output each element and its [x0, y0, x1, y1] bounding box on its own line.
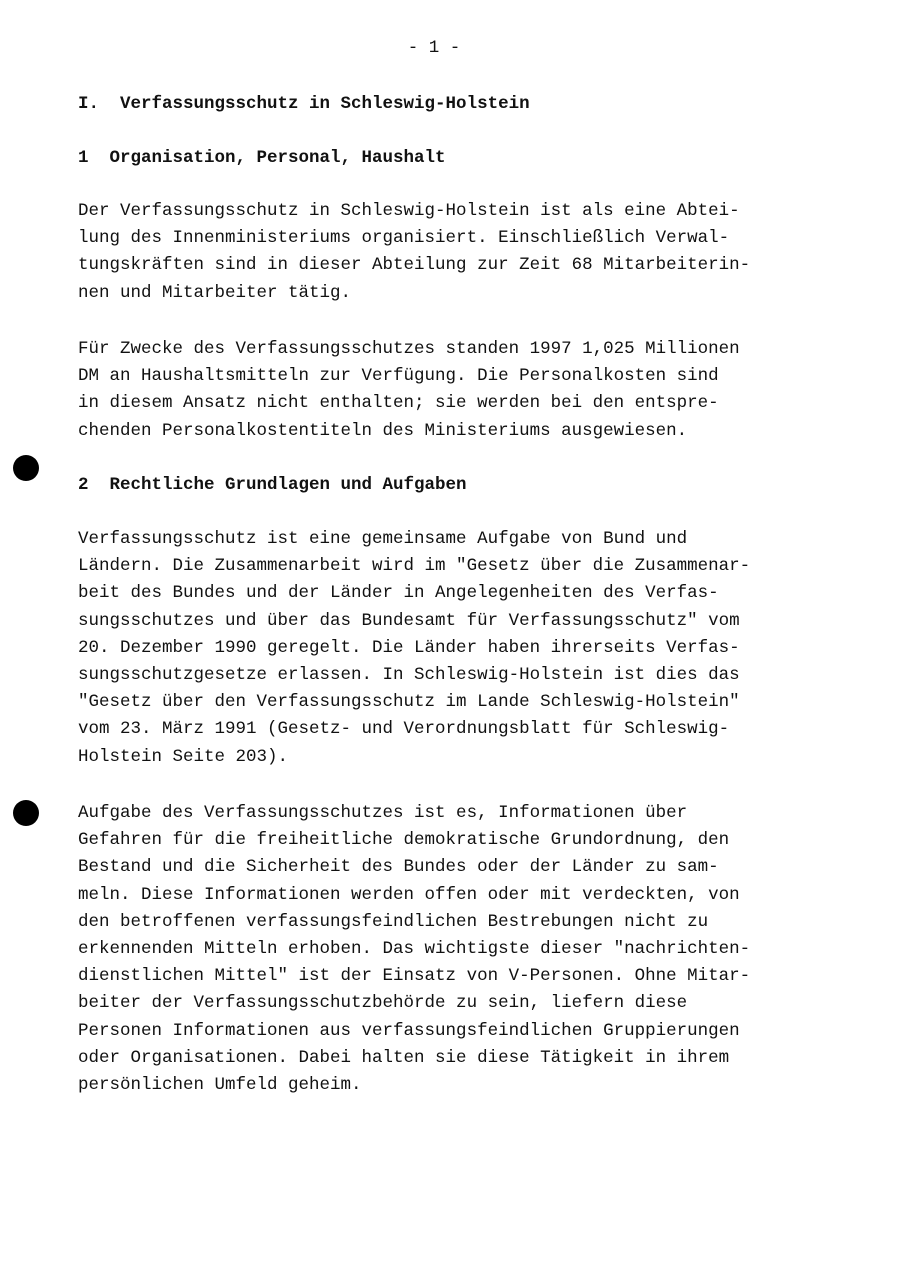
- text-line: beiter der Verfassungsschutzbehörde zu sein, liefern diese: [78, 993, 688, 1014]
- text-line: beit des Bundes und der Länder in Angelegenheiten des Verfas-: [78, 583, 719, 604]
- text-line: Für Zwecke des Verfassungsschutzes standen 1997 1,025 Millionen: [78, 339, 740, 359]
- text-line: Der Verfassungsschutz in Schleswig-Holstein ist als eine Abtei-: [78, 201, 740, 221]
- text-line: oder Organisationen. Dabei halten sie diese Tätigkeit in ihrem: [78, 1047, 730, 1068]
- paragraph: [78, 336, 838, 445]
- text-line: vom 23. März 1991 (Gesetz- und Verordnungsblatt für Schleswig-: [78, 719, 730, 740]
- text-line: den betroffenen verfassungsfeindlichen Bestrebungen nicht zu: [78, 911, 709, 932]
- text-line: Aufgabe des Verfassungsschutzes ist es, Informationen über: [78, 803, 688, 823]
- text-line: Personen Informationen aus verfassungsfeindlichen Gruppierungen: [78, 1020, 740, 1041]
- text-line: "Gesetz über den Verfassungsschutz im Lande Schleswig-Holstein": [78, 692, 740, 713]
- text-line: lung des Innenministeriums organisiert. Einschließlich Verwal-: [78, 228, 730, 249]
- page-number: - 1 -: [407, 38, 461, 58]
- text-line: Gefahren für die freiheitliche demokratische Grundordnung, den: [78, 830, 730, 851]
- text-line: Bestand und die Sicherheit des Bundes oder der Länder zu sam-: [78, 857, 719, 878]
- paragraph: [78, 800, 838, 1099]
- text-line: in diesem Ansatz nicht enthalten; sie werden bei den entspre-: [78, 393, 719, 414]
- paragraph: [78, 526, 838, 771]
- text-line: nen und Mitarbeiter tätig.: [78, 282, 352, 303]
- text-line: meln. Diese Informationen werden offen oder mit verdeckten, von: [78, 884, 740, 905]
- text-line: persönlichen Umfeld geheim.: [78, 1074, 362, 1095]
- punch-hole-mark: [13, 455, 39, 481]
- text-line: dienstlichen Mittel" ist der Einsatz von V-Personen. Ohne Mitar-: [78, 966, 751, 987]
- section-heading: 1 Organisation, Personal, Haushalt: [78, 148, 446, 168]
- text-line: Verfassungsschutz ist eine gemeinsame Aufgabe von Bund und: [78, 529, 688, 549]
- section-heading: 2 Rechtliche Grundlagen und Aufgaben: [78, 475, 467, 495]
- punch-hole-mark: [13, 800, 39, 826]
- chapter-heading: I. Verfassungsschutz in Schleswig-Holstein: [78, 94, 530, 114]
- text-line: erkennenden Mitteln erhoben. Das wichtigste dieser "nachrichten-: [78, 938, 751, 959]
- text-line: DM an Haushaltsmitteln zur Verfügung. Die Personalkosten sind: [78, 366, 719, 387]
- paragraph: [78, 198, 838, 307]
- text-line: chenden Personalkostentiteln des Ministeriums ausgewiesen.: [78, 420, 688, 441]
- text-line: sungsschutzes und über das Bundesamt für Verfassungsschutz" vom: [78, 610, 740, 631]
- text-line: tungskräften sind in dieser Abteilung zur Zeit 68 Mitarbeiterin-: [78, 255, 751, 276]
- text-line: 20. Dezember 1990 geregelt. Die Länder haben ihrerseits Verfas-: [78, 637, 740, 658]
- text-line: Holstein Seite 203).: [78, 746, 289, 767]
- text-line: sungsschutzgesetze erlassen. In Schleswig-Holstein ist dies das: [78, 664, 740, 685]
- text-line: Ländern. Die Zusammenarbeit wird im "Gesetz über die Zusammenar-: [78, 556, 751, 577]
